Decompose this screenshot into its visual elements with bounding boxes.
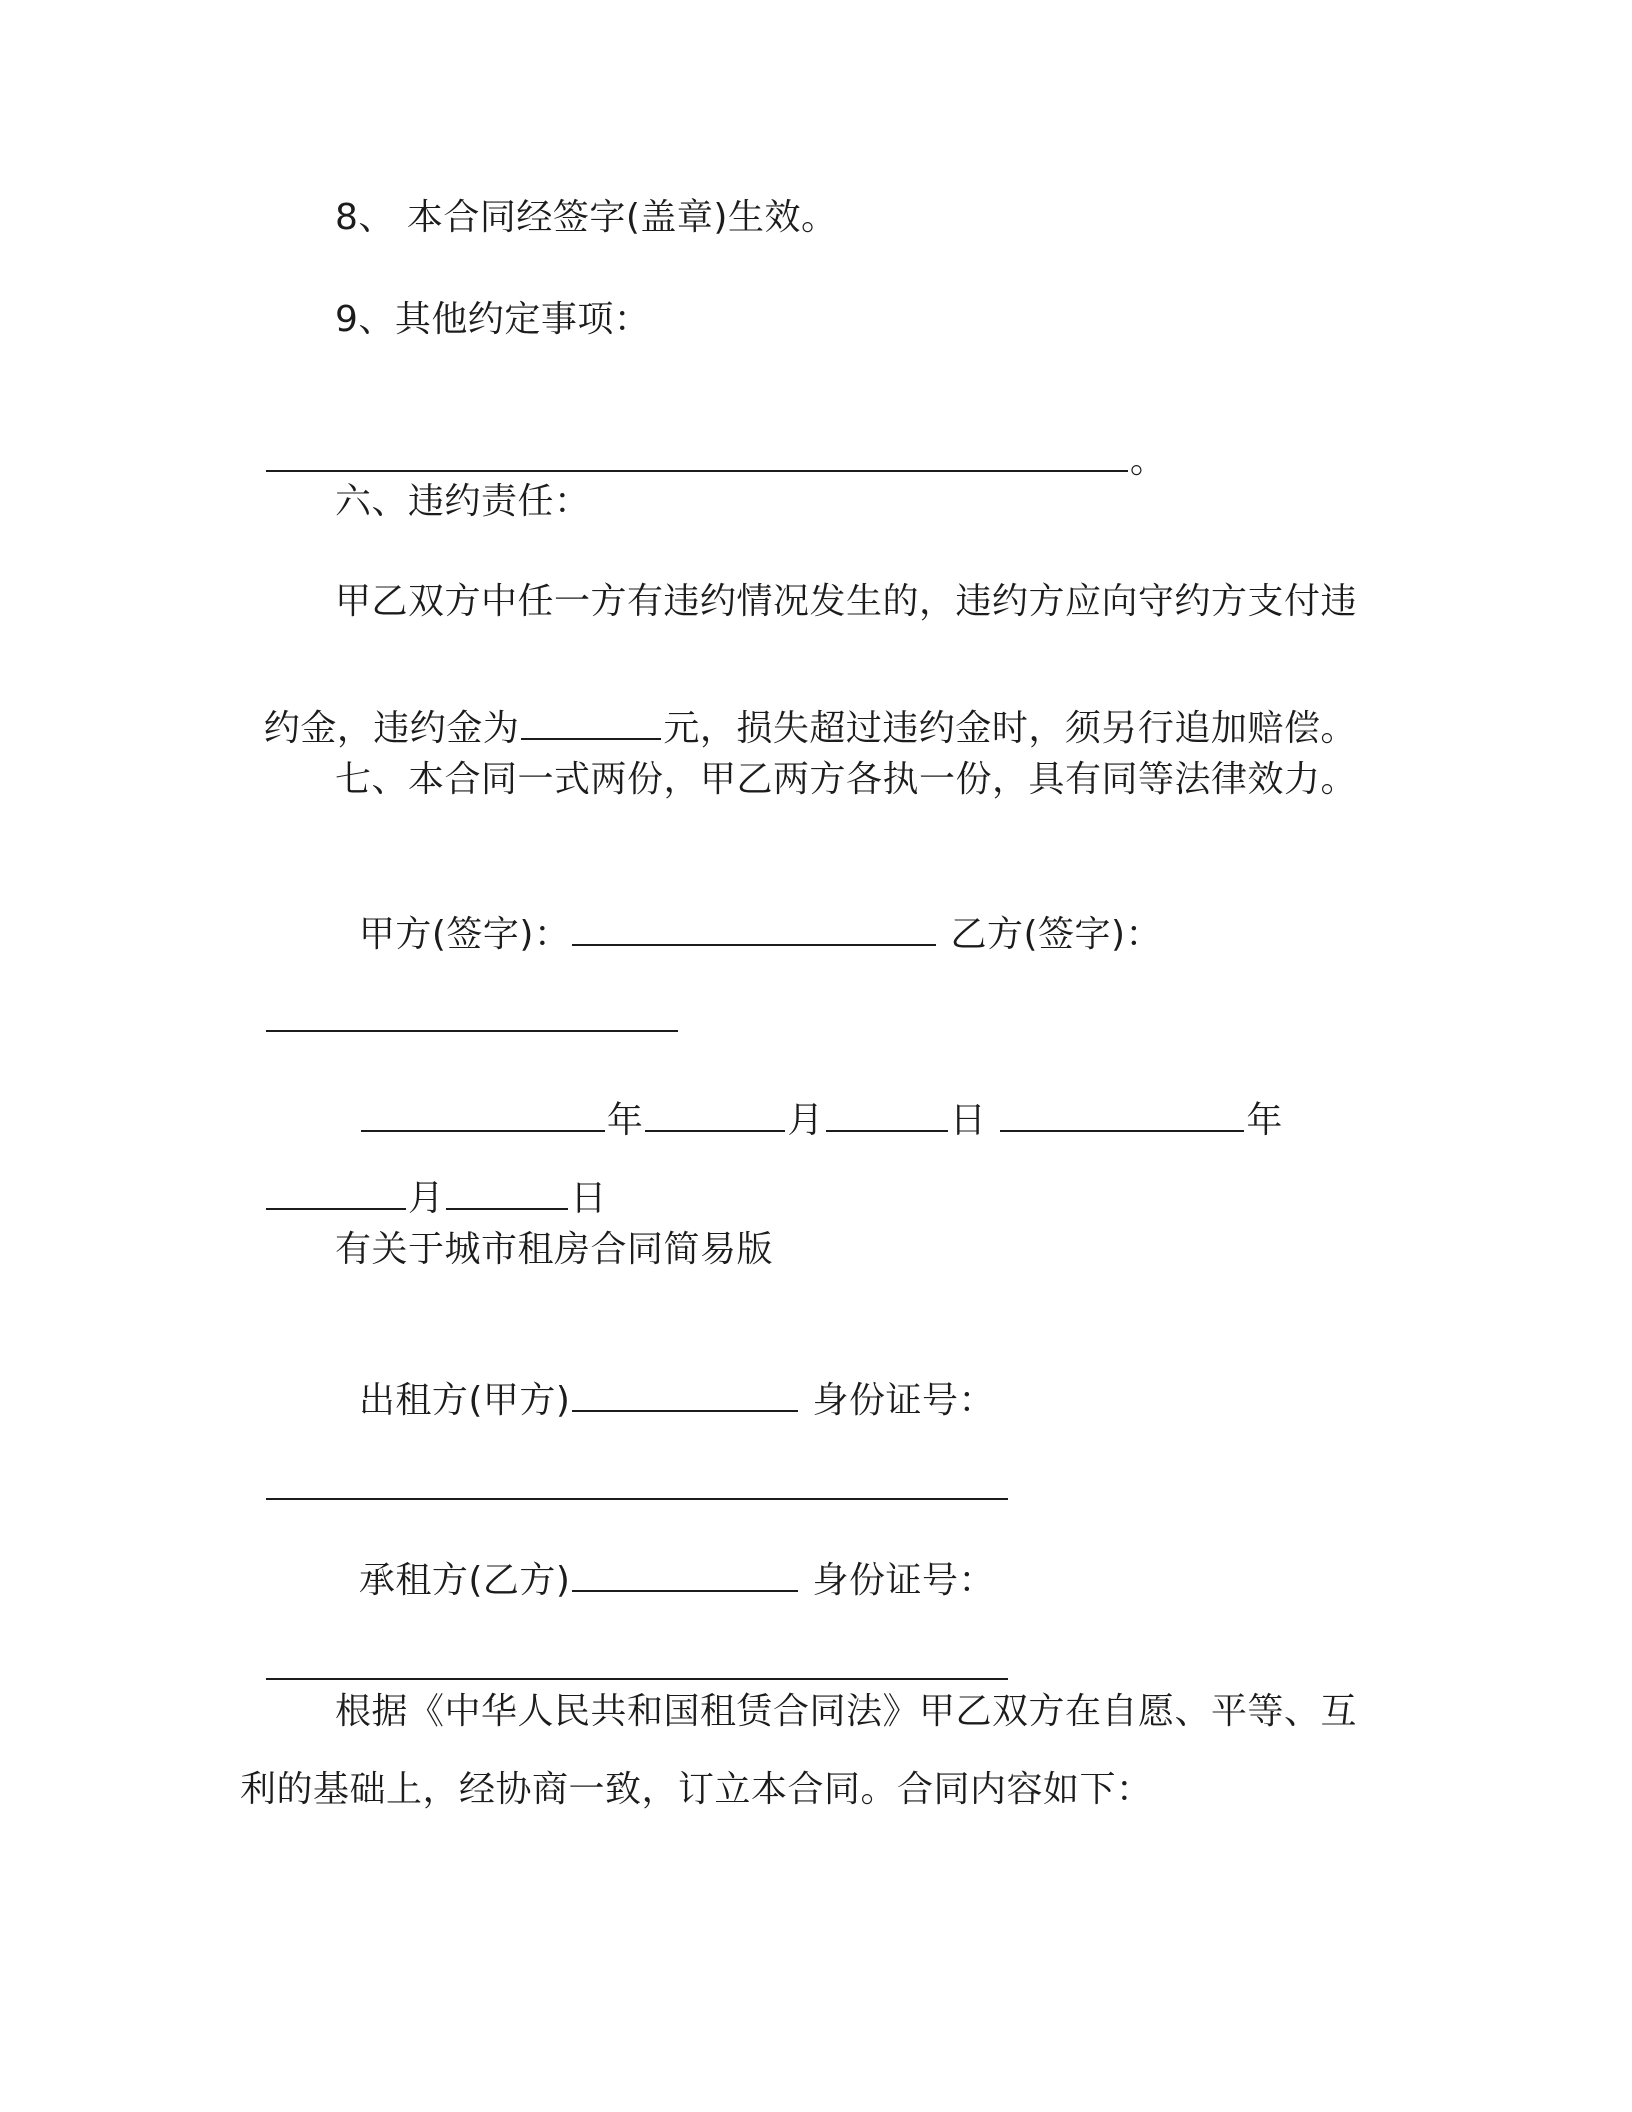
lessor-id-line	[240, 1418, 1010, 1511]
lessee-id-line	[240, 1598, 1010, 1691]
lessor-label: 出租方(甲方)	[358, 1380, 571, 1421]
year-label-b: 年	[1246, 1100, 1283, 1141]
lessee-id-blank[interactable]	[266, 1642, 1008, 1680]
signature-line	[335, 864, 1162, 957]
copies-clause: 七、本合同一式两份，甲乙两方各执一份，具有同等法律效力。	[335, 759, 1358, 800]
breach-text-line-2	[240, 658, 1357, 751]
lessee-line	[335, 1510, 995, 1603]
lessee-label: 承租方(乙方)	[358, 1560, 571, 1601]
clause-9-blank-line	[240, 390, 1166, 483]
date-line-2	[240, 1128, 607, 1221]
other-terms-blank[interactable]	[266, 434, 1128, 472]
day-label-a: 日	[949, 1100, 987, 1141]
clause-9: 9、其他约定事项：	[335, 299, 651, 340]
clause-9-end-mark: 。	[1129, 440, 1167, 481]
year-label-a: 年	[606, 1100, 644, 1141]
second-contract-title: 有关于城市租房合同简易版	[335, 1229, 774, 1270]
breach-text-line-1: 甲乙双方中任一方有违约情况发生的，违约方应向守约方支付违	[335, 581, 1358, 622]
party-a-signature-label: 甲方(签字)：	[358, 914, 571, 955]
breach-heading: 六、违约责任：	[335, 481, 591, 522]
breach-text-part-b: 元，损失超过违约金时，须另行追加赔偿。	[663, 708, 1357, 749]
lessor-line	[335, 1330, 995, 1423]
lessee-id-label: 身份证号：	[812, 1560, 995, 1601]
intro-line-2: 利的基础上，经协商一致，订立本合同。合同内容如下：	[240, 1769, 1153, 1810]
day-label-b: 日	[570, 1178, 607, 1219]
party-b-day-blank[interactable]	[446, 1172, 568, 1210]
party-a-month-blank[interactable]	[645, 1094, 785, 1132]
clause-8: 8、 本合同经签字(盖章)生效。	[335, 197, 838, 238]
lessor-id-label: 身份证号：	[812, 1380, 995, 1421]
breach-text-part-a: 约金，违约金为	[263, 708, 520, 749]
party-b-month-blank[interactable]	[266, 1172, 406, 1210]
party-a-year-blank[interactable]	[361, 1094, 605, 1132]
month-label-b: 月	[407, 1178, 445, 1219]
party-a-day-blank[interactable]	[826, 1094, 948, 1132]
lessor-id-blank[interactable]	[266, 1462, 1008, 1500]
party-b-signature-blank[interactable]	[266, 994, 678, 1032]
lessee-name-blank[interactable]	[572, 1554, 798, 1592]
lessor-name-blank[interactable]	[572, 1374, 798, 1412]
party-b-signature-line	[240, 950, 680, 1043]
month-label-a: 月	[787, 1100, 824, 1141]
penalty-amount-blank[interactable]	[521, 702, 661, 740]
party-b-year-blank[interactable]	[1000, 1094, 1244, 1132]
party-b-signature-label: 乙方(签字)：	[950, 914, 1163, 955]
party-a-signature-blank[interactable]	[572, 908, 936, 946]
intro-line-1: 根据《中华人民共和国租赁合同法》甲乙双方在自愿、平等、互	[335, 1691, 1358, 1732]
